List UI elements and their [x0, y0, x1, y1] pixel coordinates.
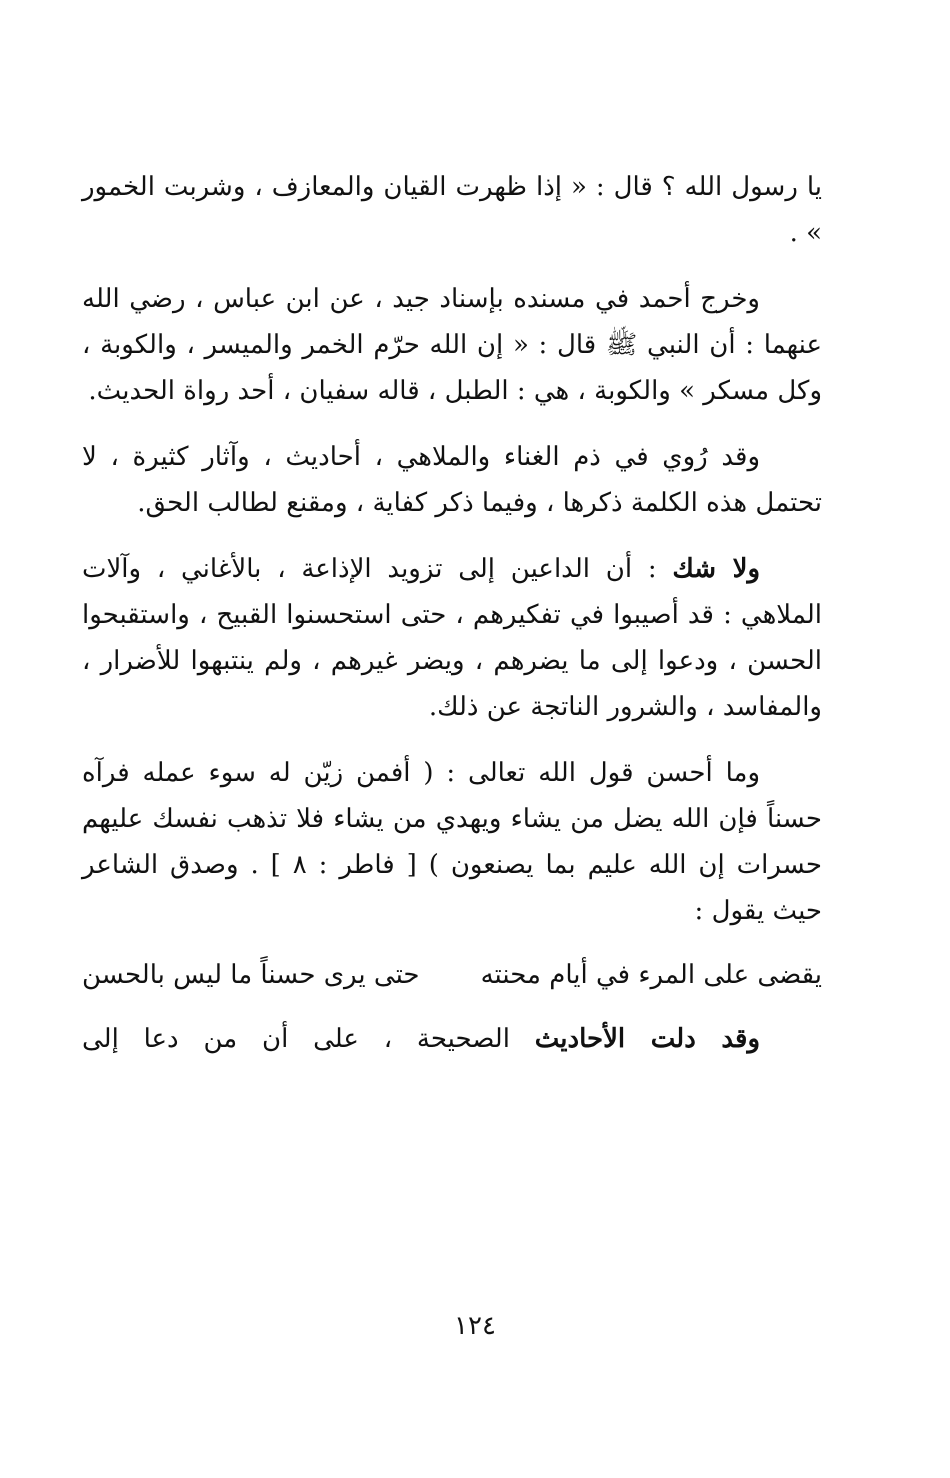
verse-first-hemistich: يقضى على المرء في أيام محنته — [480, 960, 822, 990]
paragraph-5 — [82, 750, 822, 934]
paragraph-2 — [82, 276, 822, 414]
paragraph-4-lead: ولا شك — [672, 554, 760, 584]
paragraph-final-text: الصحيحة ، على أن من دعا إلى — [82, 1024, 535, 1054]
paragraph-3 — [82, 434, 822, 526]
paragraph-5-text: وما أحسن قول الله تعالى : ( أفمن زيّن له سوء عمله فرآه حسناً فإن الله يضل من يشاء ويهدي من يشاء فلا تذهب نفسك عليهم حسرات إن الله عليم بما يصنعون ) [ فاطر : ٨ ] . وصدق الشاعر حيث يقول : — [82, 758, 822, 926]
verse-second-hemistich: حتى يرى حسناً ما ليس بالحسن — [82, 960, 420, 990]
paragraph-3-text: وقد رُوي في ذم الغناء والملاهي ، أحاديث ، وآثار كثيرة ، لا تحتمل هذه الكلمة ذكرها ، وفيما ذكر كفاية ، ومقنع لطالب الحق. — [82, 442, 822, 518]
poetry-verse — [82, 952, 822, 998]
paragraph-4-text: : أن الداعين إلى تزويد الإذاعة ، بالأغاني ، وآلات الملاهي : قد أصيبوا في تفكيرهم ، حتى استحسنوا القبيح ، واستقبحوا الحسن ، ودعوا إلى ما يضرهم ، ويضر غيرهم ، ولم ينتبهوا للأضرار ، والمفاسد ، والشرور الناتجة عن ذلك. — [82, 554, 823, 722]
paragraph-1 — [82, 164, 822, 256]
paragraph-1-text: يا رسول الله ؟ قال : « إذا ظهرت القيان والمعازف ، وشربت الخمور » . — [82, 172, 823, 248]
paragraph-final-lead: وقد دلت الأحاديث — [534, 1024, 761, 1054]
paragraph-2-text: وخرج أحمد في مسنده بإسناد جيد ، عن ابن عباس ، رضي الله عنهما : أن النبي ﷺ قال : « إن الله حرّم الخمر والميسر ، والكوبة ، وكل مسكر » والكوبة ، هي : الطبل ، قاله سفيان ، أحد رواة الحديث. — [82, 284, 822, 406]
page-body — [82, 164, 822, 1478]
page-number: ١٢٤ — [454, 1311, 496, 1341]
paragraph-final — [82, 1016, 822, 1062]
paragraph-4 — [82, 546, 822, 730]
